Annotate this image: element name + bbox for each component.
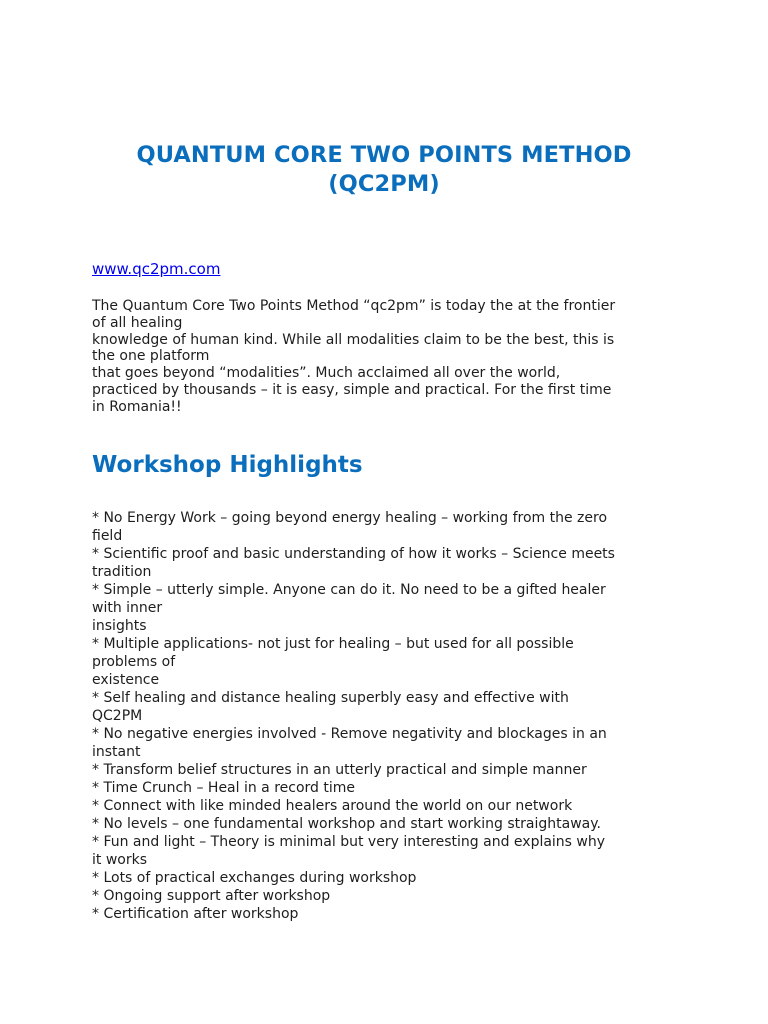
- section-heading: Workshop Highlights: [92, 452, 363, 478]
- intro-line: the one platform: [92, 348, 210, 365]
- intro-line: that goes beyond “modalities”. Much acclaimed all over the world,: [92, 365, 561, 382]
- intro-line: practiced by thousands – it is easy, simple and practical. For the first time: [92, 381, 612, 398]
- intro-line: in Romania!!: [92, 398, 182, 415]
- highlights-list: [92, 509, 692, 923]
- intro-line: knowledge of human kind. While all modalities claim to be the best, this is: [92, 331, 615, 348]
- list-item: with inner: [92, 600, 163, 616]
- list-item: * Connect with like minded healers around the world on our network: [92, 798, 573, 814]
- list-item: existence: [92, 672, 160, 688]
- document-title: [80, 141, 688, 199]
- list-item: * Lots of practical exchanges during workshop: [92, 870, 417, 886]
- list-item: it works: [92, 852, 148, 868]
- list-item: QC2PM: [92, 708, 143, 724]
- list-item: * No Energy Work – going beyond energy healing – working from the zero: [92, 510, 608, 526]
- list-item: tradition: [92, 564, 152, 580]
- list-item: * Time Crunch – Heal in a record time: [92, 780, 356, 796]
- list-item: * Transform belief structures in an utterly practical and simple manner: [92, 762, 587, 778]
- list-item: * Self healing and distance healing superbly easy and effective with: [92, 690, 569, 706]
- list-item: * No negative energies involved - Remove negativity and blockages in an: [92, 726, 607, 742]
- intro-line: of all healing: [92, 314, 183, 331]
- intro-line: The Quantum Core Two Points Method “qc2pm” is today the at the frontier: [92, 298, 616, 314]
- list-item: * No levels – one fundamental workshop and start working straightaway.: [92, 816, 601, 832]
- document-title-line: QUANTUM CORE TWO POINTS METHOD: [136, 142, 632, 168]
- document-title-line: (QC2PM): [328, 171, 440, 197]
- list-item: * Scientific proof and basic understanding of how it works – Science meets: [92, 546, 615, 562]
- list-item: field: [92, 528, 123, 544]
- list-item: * Ongoing support after workshop: [92, 888, 331, 904]
- list-item: * Simple – utterly simple. Anyone can do it. No need to be a gifted healer: [92, 582, 606, 598]
- list-item: problems of: [92, 654, 176, 670]
- intro-paragraph: [92, 298, 692, 416]
- list-item: * Certification after workshop: [92, 906, 299, 922]
- list-item: instant: [92, 744, 141, 760]
- list-item: * Multiple applications- not just for healing – but used for all possible: [92, 636, 574, 652]
- list-item: insights: [92, 618, 147, 634]
- website-link[interactable]: www.qc2pm.com: [92, 260, 221, 278]
- list-item: * Fun and light – Theory is minimal but very interesting and explains why: [92, 834, 606, 850]
